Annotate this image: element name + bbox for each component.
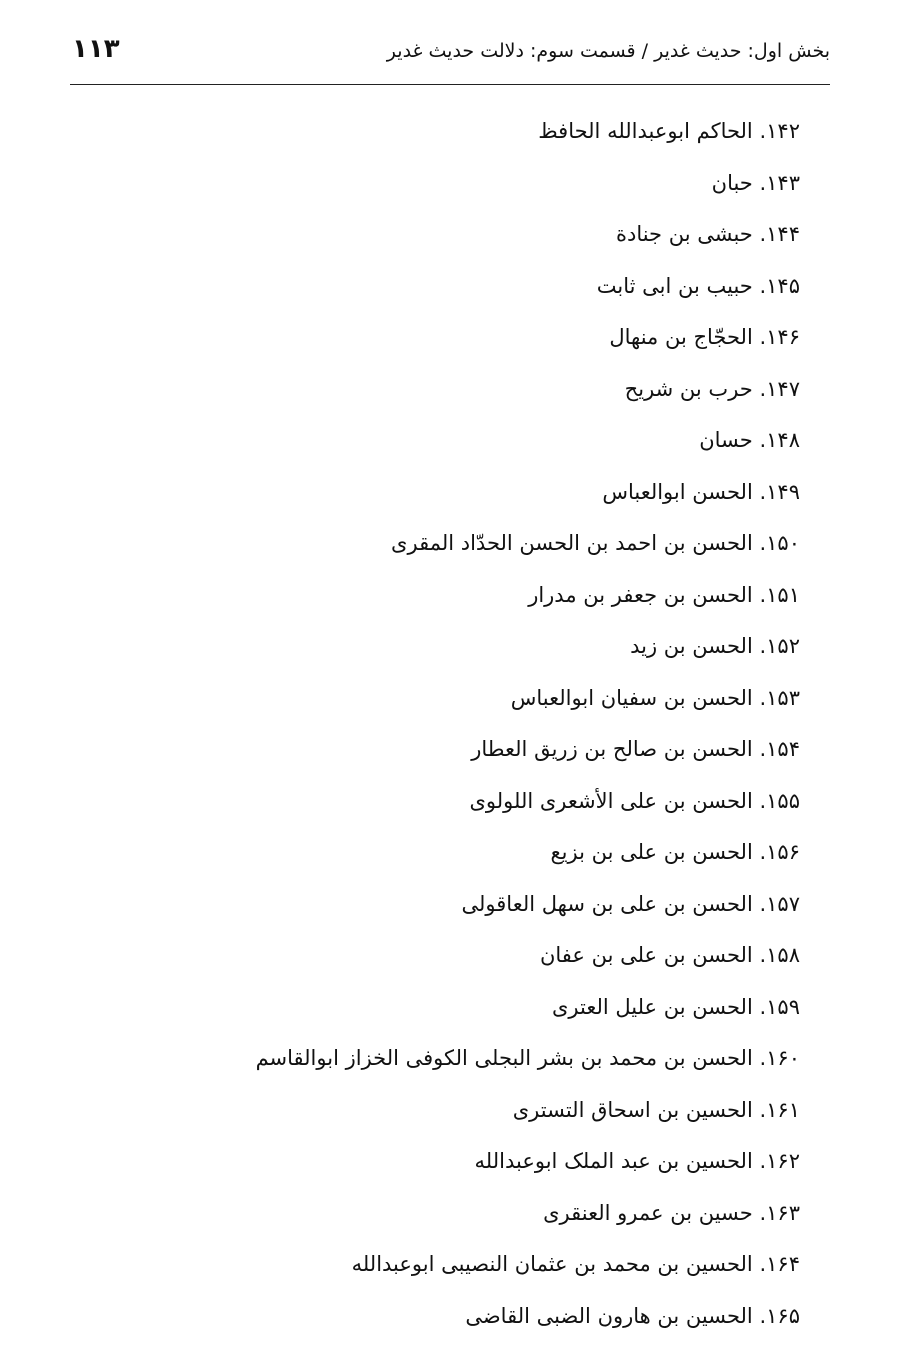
item-number: ۱۵۷. (759, 891, 800, 916)
item-name: الحسن بن محمد بن بشر البجلی الکوفی الخزاز ابوالقاسم (255, 1046, 753, 1070)
list-item (100, 364, 800, 416)
item-number: ۱۴۲. (759, 119, 800, 143)
item-number: ۱۴۷. (759, 376, 800, 401)
list-item (100, 673, 800, 725)
item-name: الحسین بن محمد بن عثمان النصیبی ابوعبدالله (351, 1252, 753, 1276)
list-item (100, 209, 800, 261)
list-item (100, 1033, 800, 1085)
item-name: الحسین بن عبد الملک ابوعبدالله (474, 1149, 753, 1173)
item-number: ۱۴۹. (759, 479, 800, 504)
list-item (100, 879, 800, 931)
narrator-list (100, 106, 800, 1342)
item-name: الحسن ابوالعباس (602, 479, 753, 504)
item-name: الحسن بن علی بن عفان (539, 943, 753, 967)
item-number: ۱۴۴. (759, 222, 800, 246)
list-item (100, 1085, 800, 1137)
item-name: حسان (699, 428, 753, 452)
item-number: ۱۶۴. (759, 1252, 800, 1276)
item-number: ۱۵۱. (759, 582, 800, 607)
item-name: الحسن بن صالح بن زریق العطار (471, 737, 753, 761)
item-number: ۱۵۸. (759, 943, 800, 967)
item-number: ۱۴۵. (759, 273, 800, 298)
list-item (100, 621, 800, 673)
list-item (100, 106, 800, 158)
list-item (100, 1239, 800, 1291)
list-item (100, 312, 800, 364)
item-name: الحسن بن علیل العتری (551, 994, 753, 1019)
running-header-title: بخش اول: حدیث غدیر / قسمت سوم: دلالت حدیث غدیر (386, 40, 830, 62)
list-item (100, 415, 800, 467)
item-name: الحسن بن جعفر بن مدرار (528, 582, 753, 607)
page-number: ۱۱۳ (72, 34, 120, 64)
item-number: ۱۵۳. (759, 685, 800, 710)
item-name: الحسن بن علی الأشعری اللولوی (469, 788, 753, 813)
list-item (100, 261, 800, 313)
list-item (100, 158, 800, 210)
item-number: ۱۵۲. (759, 634, 800, 658)
list-item (100, 518, 800, 570)
page-header (70, 34, 830, 85)
item-name: الحجّاج بن منهال (609, 325, 753, 349)
item-number: ۱۵۹. (759, 994, 800, 1019)
item-name: حبشی بن جنادة (615, 222, 753, 246)
list-item (100, 724, 800, 776)
item-number: ۱۶۰. (759, 1046, 800, 1070)
item-number: ۱۶۱. (759, 1097, 800, 1122)
list-item (100, 467, 800, 519)
item-number: ۱۶۲. (759, 1149, 800, 1173)
list-item (100, 776, 800, 828)
list-item (100, 570, 800, 622)
list-item (100, 1291, 800, 1343)
item-name: الحاکم ابوعبدالله الحافظ (538, 119, 753, 143)
item-name: حسین بن عمرو العنقری (543, 1200, 753, 1225)
item-name: حرب بن شریح (624, 376, 753, 401)
item-number: ۱۴۶. (759, 325, 800, 349)
item-number: ۱۵۴. (759, 737, 800, 761)
list-item (100, 1188, 800, 1240)
item-number: ۱۴۳. (759, 170, 800, 195)
item-name: حبیب بن ابی ثابت (596, 273, 753, 298)
list-item (100, 930, 800, 982)
item-number: ۱۵۵. (759, 788, 800, 813)
item-number: ۱۶۵. (759, 1303, 800, 1328)
item-name: الحسن بن علی بن سهل العاقولی (461, 891, 753, 916)
item-name: الحسین بن اسحاق التستری (512, 1097, 753, 1122)
item-name: الحسین بن هارون الضبی القاضی (465, 1303, 753, 1328)
list-item (100, 982, 800, 1034)
item-name: الحسن بن علی بن بزیع (550, 840, 753, 864)
item-name: الحسن بن سفیان ابوالعباس (510, 685, 753, 710)
item-name: حبان (711, 170, 753, 195)
item-number: ۱۴۸. (759, 428, 800, 452)
item-name: الحسن بن احمد بن الحسن الحدّاد المقری (391, 531, 753, 555)
item-name: الحسن بن زید (630, 634, 753, 658)
item-number: ۱۶۳. (759, 1200, 800, 1225)
item-number: ۱۵۰. (759, 531, 800, 555)
list-item (100, 827, 800, 879)
list-item (100, 1136, 800, 1188)
item-number: ۱۵۶. (759, 840, 800, 864)
